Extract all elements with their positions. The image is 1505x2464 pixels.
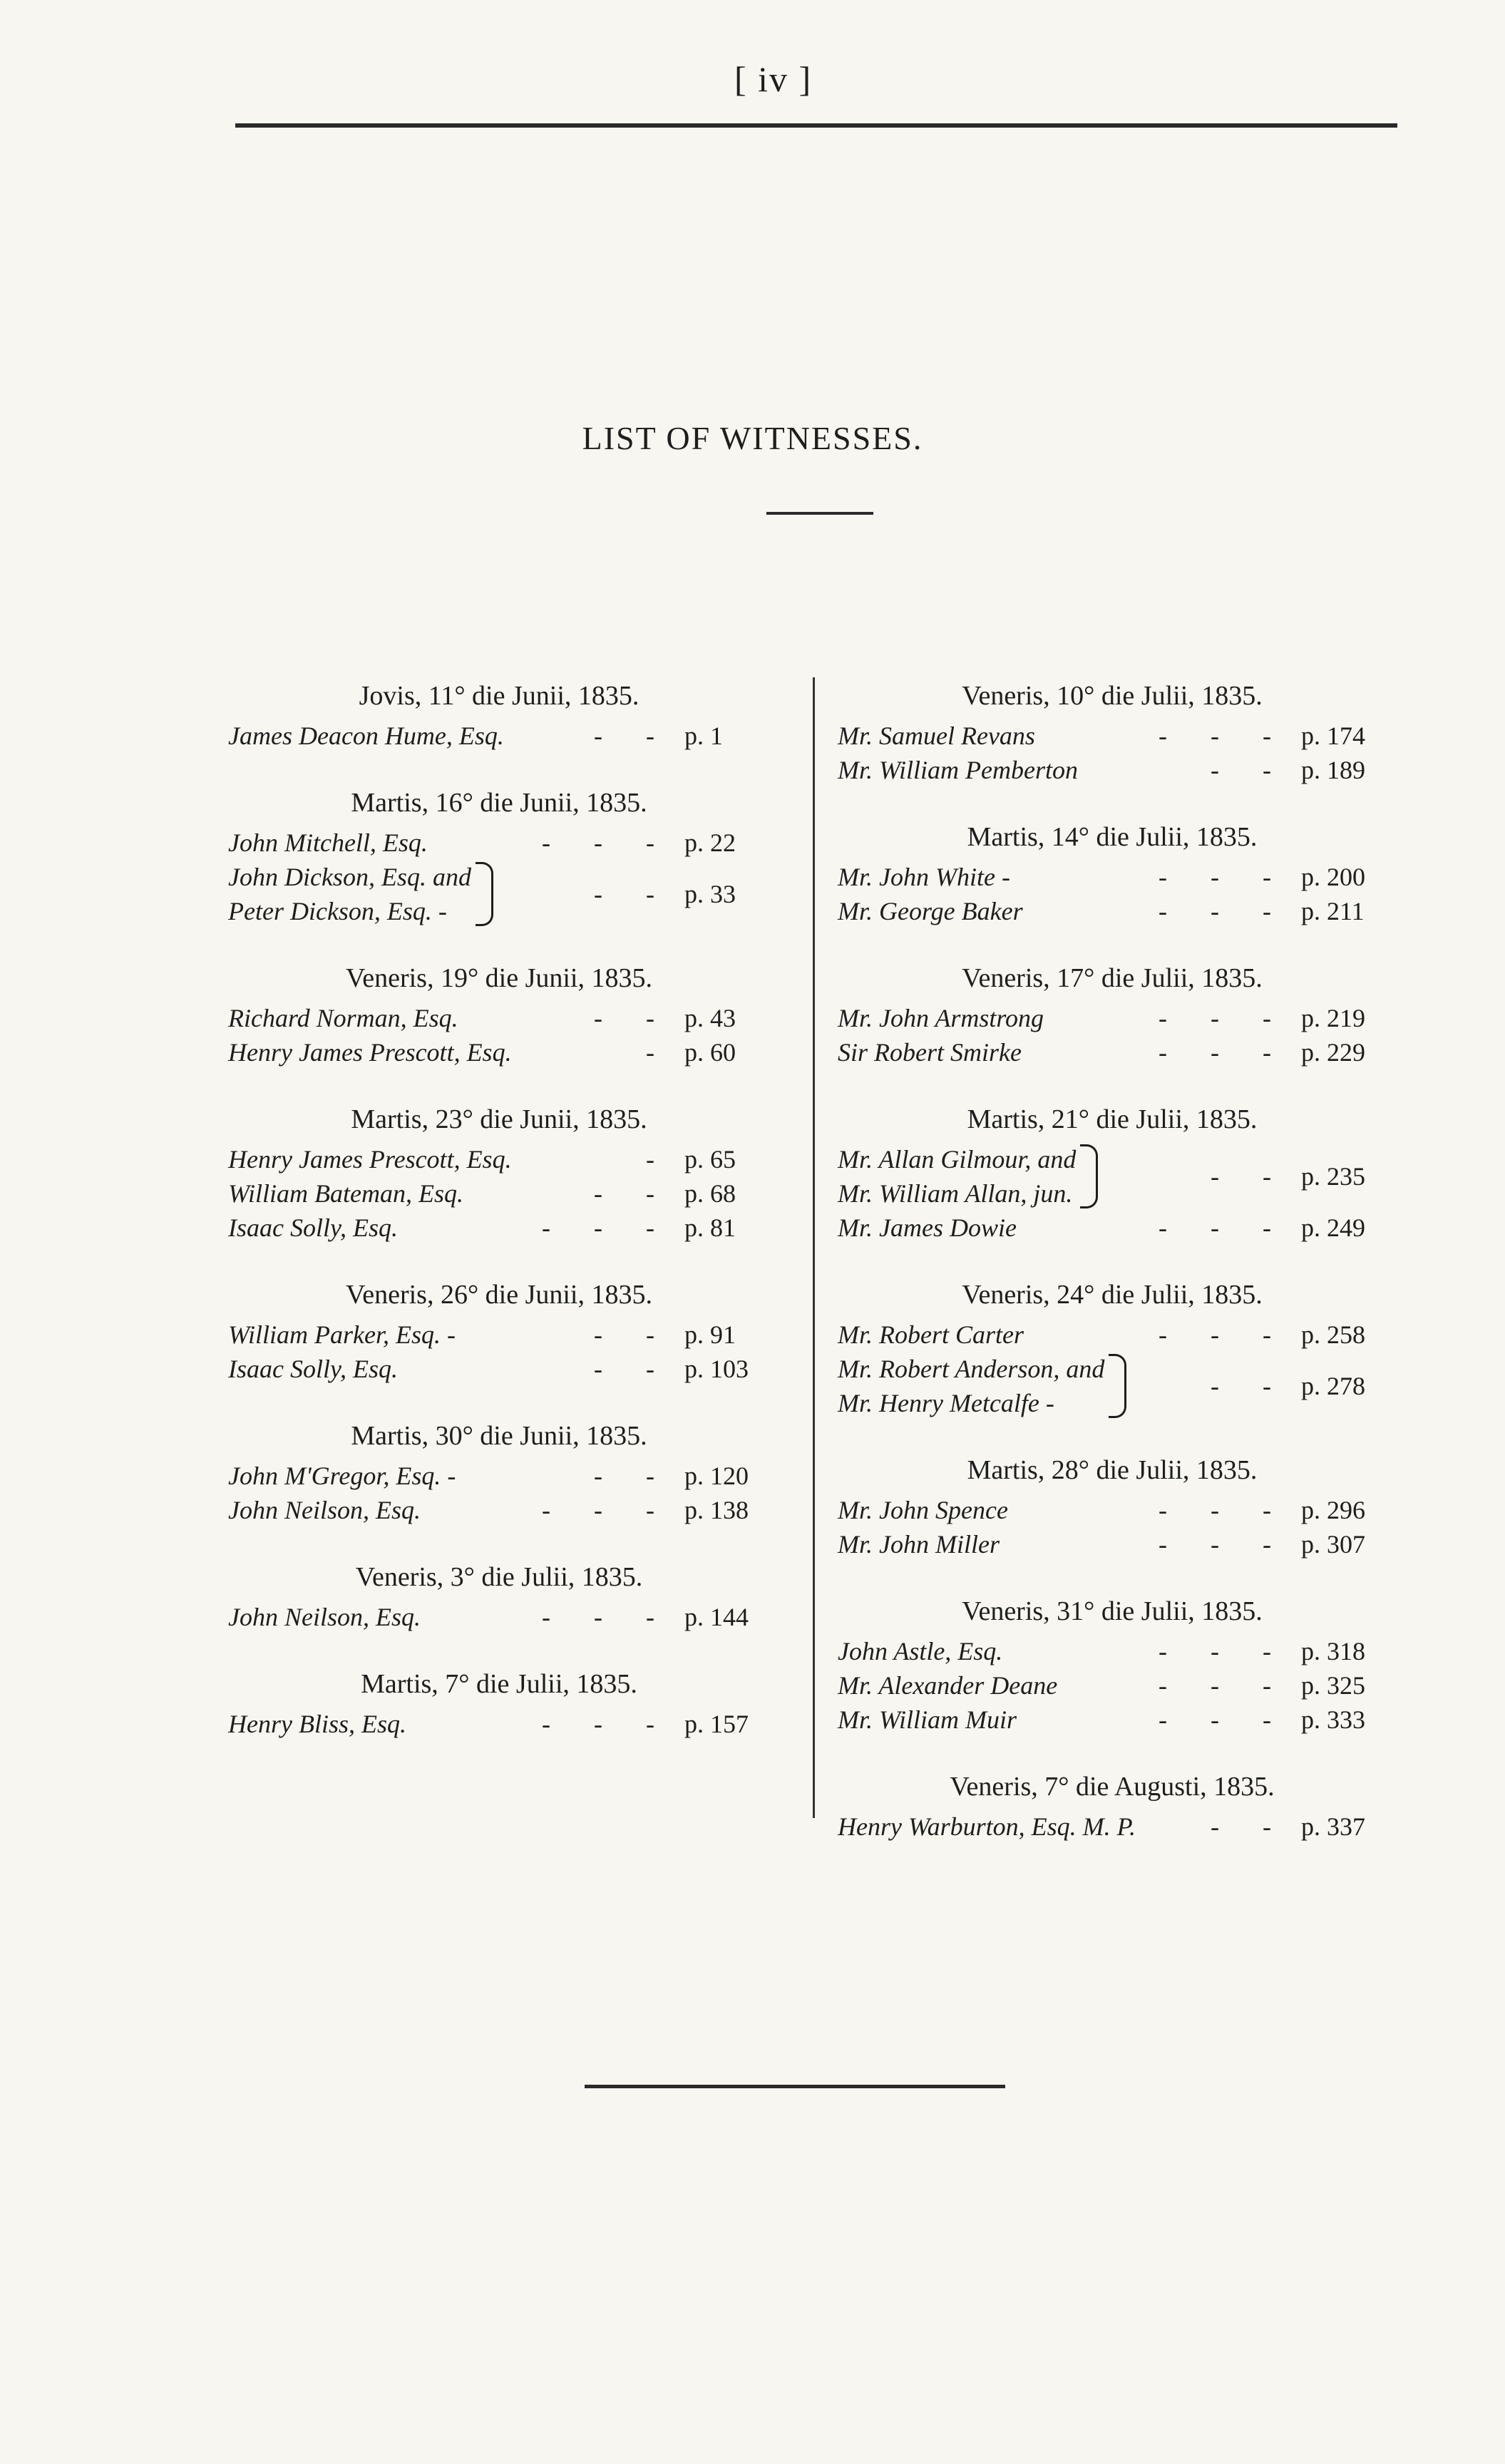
witness-name: John Mitchell, Esq. bbox=[228, 828, 428, 857]
left-column bbox=[228, 677, 770, 1772]
witness-group-entry bbox=[838, 1352, 1387, 1420]
witness-name: John Astle, Esq. bbox=[838, 1637, 1003, 1665]
leader-dashes: - - bbox=[594, 1320, 673, 1349]
session-block bbox=[228, 1665, 770, 1741]
witness-name: Mr. Henry Metcalfe - bbox=[838, 1389, 1054, 1417]
witness-name: Mr. Robert Anderson, and bbox=[838, 1355, 1105, 1383]
brace-bracket bbox=[1080, 1144, 1098, 1208]
leader-dashes: - bbox=[646, 1145, 673, 1174]
page-number: [ iv ] bbox=[734, 59, 813, 99]
page-reference: p. 189 bbox=[1301, 756, 1365, 784]
leader-dashes: - - - bbox=[542, 1710, 673, 1738]
session-block bbox=[838, 677, 1387, 787]
witness-entry bbox=[228, 1707, 770, 1741]
witness-entry bbox=[228, 1211, 770, 1245]
witness-name: Henry James Prescott, Esq. bbox=[228, 1038, 512, 1067]
witness-name: Mr. John Spence bbox=[838, 1496, 1008, 1524]
witness-entry bbox=[838, 1527, 1387, 1561]
witness-name: Mr. William Pemberton bbox=[838, 756, 1078, 784]
witness-entry bbox=[228, 1318, 770, 1352]
leader-dashes: - - bbox=[594, 880, 673, 908]
witness-name: Mr. James Dowie bbox=[838, 1213, 1017, 1242]
page-reference: p. 249 bbox=[1301, 1213, 1365, 1242]
witness-entry bbox=[838, 1211, 1387, 1245]
witness-entry bbox=[228, 826, 770, 860]
witness-entry bbox=[838, 1493, 1387, 1527]
leader-dashes: - - - bbox=[1159, 897, 1290, 925]
witness-name: Mr. George Baker bbox=[838, 897, 1023, 925]
title-rule bbox=[766, 512, 873, 515]
leader-dashes: - - - bbox=[1159, 1320, 1290, 1349]
session-block bbox=[838, 818, 1387, 928]
session-date: Veneris, 19° die Junii, 1835. bbox=[346, 963, 652, 993]
leader-dashes: - - bbox=[1211, 1162, 1290, 1191]
witness-name: William Parker, Esq. - bbox=[228, 1320, 456, 1349]
page-reference: p. 211 bbox=[1301, 897, 1365, 925]
page-reference: p. 333 bbox=[1301, 1705, 1365, 1734]
witness-name: Mr. Robert Carter bbox=[838, 1320, 1024, 1349]
witness-name: Mr. William Allan, jun. bbox=[838, 1179, 1073, 1208]
witness-entry bbox=[228, 1493, 770, 1527]
leader-dashes: - - bbox=[1211, 756, 1290, 784]
page-title: LIST OF WITNESSES. bbox=[582, 420, 923, 456]
witness-group-entry bbox=[838, 1142, 1387, 1211]
leader-dashes: - - - bbox=[1159, 722, 1290, 750]
session-block bbox=[228, 960, 770, 1069]
page-reference: p. 1 bbox=[684, 722, 723, 750]
session-date: Veneris, 7° die Augusti, 1835. bbox=[950, 1772, 1275, 1802]
session-block bbox=[838, 960, 1387, 1069]
witness-entry bbox=[228, 1459, 770, 1493]
session-block bbox=[838, 1276, 1387, 1420]
witness-entry bbox=[838, 719, 1387, 753]
session-date: Veneris, 17° die Julii, 1835. bbox=[962, 963, 1263, 993]
witness-entry bbox=[228, 1600, 770, 1634]
leader-dashes: - - - bbox=[1159, 1496, 1290, 1524]
witness-entry bbox=[228, 1352, 770, 1386]
leader-dashes: - - - bbox=[1159, 1637, 1290, 1665]
witness-name: Sir Robert Smirke bbox=[838, 1038, 1022, 1067]
session-block bbox=[838, 1101, 1387, 1245]
leader-dashes: - - - bbox=[1159, 1004, 1290, 1032]
witness-entry bbox=[838, 1668, 1387, 1703]
session-block bbox=[838, 1593, 1387, 1737]
witness-name: Mr. Samuel Revans bbox=[838, 722, 1035, 750]
witness-name: John Neilson, Esq. bbox=[228, 1496, 421, 1524]
session-block bbox=[228, 1417, 770, 1527]
witness-group-names bbox=[228, 860, 471, 928]
page-reference: p. 60 bbox=[684, 1038, 736, 1067]
leader-dashes: - - bbox=[594, 1355, 673, 1383]
witness-name: John Neilson, Esq. bbox=[228, 1603, 421, 1631]
header-rule bbox=[235, 123, 1397, 128]
witness-name: Mr. John White - bbox=[838, 863, 1010, 891]
page-reference: p. 103 bbox=[684, 1355, 749, 1383]
page-reference: p. 43 bbox=[684, 1004, 736, 1032]
session-date: Veneris, 24° die Julii, 1835. bbox=[962, 1280, 1263, 1310]
right-column bbox=[838, 677, 1387, 1875]
page-reference: p. 65 bbox=[684, 1145, 736, 1174]
witness-entry bbox=[228, 719, 770, 753]
witness-entry bbox=[838, 1001, 1387, 1035]
witness-group-names bbox=[838, 1352, 1104, 1420]
page-reference: p. 296 bbox=[1301, 1496, 1365, 1524]
leader-dashes: - - - bbox=[542, 1213, 673, 1242]
page-reference: p. 144 bbox=[684, 1603, 749, 1631]
page-reference: p. 68 bbox=[684, 1179, 736, 1208]
witness-name: John M'Gregor, Esq. - bbox=[228, 1462, 456, 1490]
session-block bbox=[228, 677, 770, 753]
page-reference: p. 278 bbox=[1301, 1372, 1365, 1400]
witness-name: Mr. John Miller bbox=[838, 1530, 1000, 1559]
leader-dashes: - - - bbox=[542, 1603, 673, 1631]
page-reference: p. 318 bbox=[1301, 1637, 1365, 1665]
witness-entry bbox=[838, 860, 1387, 894]
witness-name: Mr. Allan Gilmour, and bbox=[838, 1145, 1077, 1174]
witness-entry bbox=[838, 894, 1387, 928]
session-date: Martis, 7° die Julii, 1835. bbox=[361, 1669, 637, 1699]
witness-name: Isaac Solly, Esq. bbox=[228, 1355, 398, 1383]
page-reference: p. 33 bbox=[684, 880, 736, 908]
session-date: Veneris, 3° die Julii, 1835. bbox=[355, 1562, 643, 1592]
page-reference: p. 337 bbox=[1301, 1812, 1365, 1841]
witness-name: Mr. John Armstrong bbox=[838, 1004, 1044, 1032]
session-date: Veneris, 31° die Julii, 1835. bbox=[962, 1596, 1263, 1626]
page-reference: p. 258 bbox=[1301, 1320, 1365, 1349]
witness-name: Isaac Solly, Esq. bbox=[228, 1213, 398, 1242]
page-reference: p. 229 bbox=[1301, 1038, 1365, 1067]
witness-name: William Bateman, Esq. bbox=[228, 1179, 463, 1208]
session-date: Veneris, 26° die Junii, 1835. bbox=[346, 1280, 652, 1310]
witness-entry bbox=[838, 753, 1387, 787]
witness-name: Peter Dickson, Esq. - bbox=[228, 897, 447, 925]
session-date: Martis, 30° die Junii, 1835. bbox=[351, 1421, 647, 1451]
leader-dashes: - - bbox=[594, 1462, 673, 1490]
witness-name: Henry Warburton, Esq. M. P. bbox=[838, 1812, 1136, 1841]
page-reference: p. 22 bbox=[684, 828, 736, 857]
witness-entry bbox=[838, 1318, 1387, 1352]
witness-entry bbox=[228, 1142, 770, 1176]
session-block bbox=[228, 784, 770, 928]
leader-dashes: - - bbox=[594, 722, 673, 750]
witness-name: Mr. Alexander Deane bbox=[838, 1671, 1058, 1700]
page-reference: p. 307 bbox=[1301, 1530, 1365, 1559]
leader-dashes: - - - bbox=[1159, 1530, 1290, 1559]
leader-dashes: - - - bbox=[542, 1496, 673, 1524]
brace-bracket bbox=[476, 862, 493, 926]
leader-dashes: - - bbox=[594, 1004, 673, 1032]
session-date: Martis, 28° die Julii, 1835. bbox=[967, 1455, 1258, 1485]
leader-dashes: - - - bbox=[1159, 1213, 1290, 1242]
session-date: Martis, 14° die Julii, 1835. bbox=[967, 822, 1258, 852]
session-block bbox=[228, 1101, 770, 1245]
leader-dashes: - - bbox=[1211, 1812, 1290, 1841]
page-reference: p. 157 bbox=[684, 1710, 749, 1738]
witness-entry bbox=[838, 1634, 1387, 1668]
leader-dashes: - - - bbox=[542, 828, 673, 857]
bottom-rule bbox=[585, 2085, 1005, 2088]
brace-bracket bbox=[1109, 1354, 1126, 1418]
witness-name: Richard Norman, Esq. bbox=[228, 1004, 458, 1032]
page-reference: p. 138 bbox=[684, 1496, 749, 1524]
leader-dashes: - - bbox=[594, 1179, 673, 1208]
page-reference: p. 120 bbox=[684, 1462, 749, 1490]
session-date: Martis, 21° die Julii, 1835. bbox=[967, 1104, 1258, 1134]
leader-dashes: - bbox=[646, 1038, 673, 1067]
witness-entry bbox=[838, 1703, 1387, 1737]
page-reference: p. 174 bbox=[1301, 722, 1365, 750]
witness-name: Henry Bliss, Esq. bbox=[228, 1710, 406, 1738]
page-reference: p. 91 bbox=[684, 1320, 736, 1349]
page-reference: p. 200 bbox=[1301, 863, 1365, 891]
witness-entry bbox=[228, 1176, 770, 1211]
session-block bbox=[228, 1276, 770, 1386]
leader-dashes: - - - bbox=[1159, 1705, 1290, 1734]
leader-dashes: - - - bbox=[1159, 1038, 1290, 1067]
leader-dashes: - - - bbox=[1159, 863, 1290, 891]
session-block bbox=[838, 1452, 1387, 1561]
session-date: Martis, 16° die Junii, 1835. bbox=[351, 788, 647, 818]
witness-group-names bbox=[838, 1142, 1076, 1211]
page-reference: p. 235 bbox=[1301, 1162, 1365, 1191]
leader-dashes: - - - bbox=[1159, 1671, 1290, 1700]
witness-entry bbox=[228, 1035, 770, 1069]
session-date: Jovis, 11° die Junii, 1835. bbox=[359, 681, 640, 711]
witness-name: Mr. William Muir bbox=[838, 1705, 1017, 1734]
session-block bbox=[838, 1768, 1387, 1844]
witness-entry bbox=[228, 1001, 770, 1035]
witness-name: James Deacon Hume, Esq. bbox=[228, 722, 504, 750]
witness-entry bbox=[838, 1035, 1387, 1069]
witness-group-entry bbox=[228, 860, 770, 928]
session-date: Veneris, 10° die Julii, 1835. bbox=[962, 681, 1263, 711]
session-date: Martis, 23° die Junii, 1835. bbox=[351, 1104, 647, 1134]
witness-name: John Dickson, Esq. and bbox=[228, 863, 471, 891]
column-divider bbox=[813, 677, 815, 1818]
page-reference: p. 219 bbox=[1301, 1004, 1365, 1032]
witness-entry bbox=[838, 1809, 1387, 1844]
leader-dashes: - - bbox=[1211, 1372, 1290, 1400]
witness-name: Henry James Prescott, Esq. bbox=[228, 1145, 512, 1174]
page-reference: p. 81 bbox=[684, 1213, 736, 1242]
session-block bbox=[228, 1559, 770, 1634]
page-reference: p. 325 bbox=[1301, 1671, 1365, 1700]
